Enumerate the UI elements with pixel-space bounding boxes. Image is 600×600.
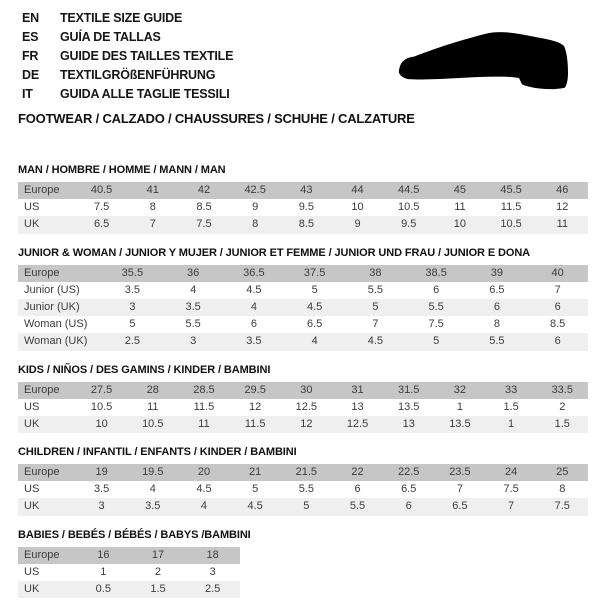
size-value: 36 xyxy=(187,266,200,279)
row-label: Europe xyxy=(24,548,60,561)
language-title-list xyxy=(22,9,233,104)
size-value: 42 xyxy=(197,184,211,196)
size-value: 4.5 xyxy=(196,483,212,496)
size-value: 33 xyxy=(504,383,518,396)
size-value: 19 xyxy=(95,466,108,479)
size-value: 9 xyxy=(354,218,361,231)
size-value: 10.5 xyxy=(142,417,164,430)
size-value: 11 xyxy=(147,400,159,413)
size-table xyxy=(18,547,588,599)
table-row xyxy=(18,382,588,399)
size-value: 4 xyxy=(190,283,197,296)
size-value: 1 xyxy=(100,565,107,578)
size-value: 5.5 xyxy=(185,318,201,331)
size-value: 4.5 xyxy=(306,300,323,313)
size-value: 31.5 xyxy=(398,383,420,396)
size-value: 25 xyxy=(556,466,569,479)
size-value: 12 xyxy=(300,417,313,430)
size-value: 6.5 xyxy=(306,318,323,331)
size-value: 44 xyxy=(351,184,364,196)
size-value: 1.5 xyxy=(150,583,166,595)
row-label: Woman (UK) xyxy=(24,335,88,348)
table-row xyxy=(18,399,588,416)
size-section xyxy=(18,247,588,351)
table-row xyxy=(18,265,588,282)
size-value: 6 xyxy=(493,300,500,313)
shoe-icon xyxy=(396,30,576,94)
category-title: FOOTWEAR / CALZADO / CHAUSSURES / SCHUHE / CALZATURE xyxy=(18,111,415,126)
size-value: 8.5 xyxy=(298,218,314,231)
size-value: 11.5 xyxy=(193,400,215,413)
size-value: 27.5 xyxy=(90,383,113,396)
size-value: 13.5 xyxy=(398,400,420,413)
size-value: 4 xyxy=(311,335,318,348)
size-value: 5 xyxy=(303,500,310,513)
size-value: 17 xyxy=(151,548,165,561)
language-row xyxy=(22,85,233,104)
table-row xyxy=(18,216,588,233)
size-value: 37.5 xyxy=(303,266,326,279)
language-row xyxy=(22,28,233,47)
language-code: FR xyxy=(22,49,39,63)
size-value: 6 xyxy=(405,500,412,513)
row-label: Europe xyxy=(24,184,60,196)
size-value: 3 xyxy=(98,500,105,513)
size-value: 10 xyxy=(95,417,108,430)
table-row xyxy=(18,282,588,299)
row-label: Europe xyxy=(24,383,60,396)
language-code: ES xyxy=(22,30,39,44)
size-value: 12.5 xyxy=(295,400,318,413)
size-value: 5 xyxy=(252,483,259,496)
size-value: 43 xyxy=(300,184,313,196)
section-title: BABIES / BEBÉS / BÉBÉS / BABYS /BAMBINI xyxy=(18,528,251,541)
size-value: 6.5 xyxy=(93,218,110,231)
size-value: 38 xyxy=(369,266,382,279)
size-value: 41 xyxy=(146,184,159,196)
size-value: 5 xyxy=(433,335,440,348)
size-value: 12 xyxy=(249,400,262,413)
table-row xyxy=(18,199,588,216)
size-value: 7.5 xyxy=(196,218,212,231)
size-value: 2.5 xyxy=(204,583,221,595)
size-value: 5.5 xyxy=(349,500,366,513)
size-value: 12.5 xyxy=(346,417,369,430)
size-tables-container xyxy=(18,164,588,600)
size-value: 3.5 xyxy=(185,300,201,313)
table-row xyxy=(18,299,588,316)
size-value: 10.5 xyxy=(500,218,522,231)
size-value: 32 xyxy=(453,383,467,396)
size-value: 7.5 xyxy=(93,201,110,214)
size-value: 9.5 xyxy=(401,218,417,231)
size-value: 4.5 xyxy=(246,283,262,296)
size-section xyxy=(18,446,588,516)
row-label: Junior (US) xyxy=(24,283,80,296)
size-value: 22.5 xyxy=(398,466,420,479)
table-row xyxy=(18,464,588,481)
size-value: 45.5 xyxy=(500,184,522,196)
size-value: 2 xyxy=(559,400,566,413)
size-value: 7.5 xyxy=(554,500,570,513)
size-value: 29.5 xyxy=(244,383,266,396)
size-value: 1.5 xyxy=(554,417,570,430)
size-value: 6 xyxy=(354,483,361,496)
size-value: 8.5 xyxy=(549,318,566,331)
size-value: 7.5 xyxy=(428,318,444,331)
size-value: 4.5 xyxy=(367,335,384,348)
size-section xyxy=(18,529,588,599)
size-value: 10.5 xyxy=(90,400,113,413)
size-value: 22 xyxy=(351,466,364,479)
size-value: 1 xyxy=(508,417,515,430)
size-value: 40 xyxy=(551,266,564,279)
size-value: 35.5 xyxy=(121,266,144,279)
size-value: 44.5 xyxy=(398,184,420,196)
size-value: 30 xyxy=(300,383,313,396)
row-label: UK xyxy=(24,218,40,231)
size-value: 3.5 xyxy=(93,483,110,496)
size-value: 11 xyxy=(198,417,210,430)
size-value: 8 xyxy=(559,483,566,496)
size-value: 10.5 xyxy=(398,201,420,214)
table-row xyxy=(18,581,240,598)
size-value: 19.5 xyxy=(142,466,164,479)
size-value: 3 xyxy=(190,335,197,348)
row-label: US xyxy=(24,565,40,578)
size-value: 7.5 xyxy=(503,483,519,496)
size-table xyxy=(18,464,588,516)
size-value: 36.5 xyxy=(243,266,265,279)
language-row xyxy=(22,9,233,28)
size-value: 9.5 xyxy=(298,201,314,214)
size-value: 7 xyxy=(554,283,561,296)
size-value: 1.5 xyxy=(503,400,519,413)
size-value: 10 xyxy=(351,201,364,214)
section-title: CHILDREN / INFANTIL / ENFANTS / KINDER / BAMBINI xyxy=(18,446,297,459)
size-value: 13 xyxy=(402,417,415,430)
table-row xyxy=(18,564,240,581)
size-value: 13.5 xyxy=(449,417,471,430)
size-value: 31 xyxy=(351,383,364,396)
size-value: 6 xyxy=(250,318,257,331)
row-label: UK xyxy=(24,417,40,430)
size-value: 5.5 xyxy=(367,283,384,296)
size-value: 18 xyxy=(206,548,219,561)
size-value: 5.5 xyxy=(489,335,505,348)
size-value: 2.5 xyxy=(124,335,141,348)
size-value: 8 xyxy=(493,318,500,331)
table-row xyxy=(18,547,240,564)
language-label: GUIDA ALLE TAGLIE TESSILI xyxy=(60,87,230,101)
size-value: 9 xyxy=(252,201,259,214)
section-title: MAN / HOMBRE / HOMME / MANN / MAN xyxy=(18,164,226,176)
table-row xyxy=(18,416,588,433)
section-title: JUNIOR & WOMAN / JUNIOR Y MUJER / JUNIOR ET FEMME / JUNIOR UND FRAU / JUNIOR E DONA xyxy=(18,246,531,259)
size-table xyxy=(18,382,588,434)
size-value: 5 xyxy=(372,300,379,313)
size-value: 12 xyxy=(556,201,569,214)
size-value: 0.5 xyxy=(95,583,111,595)
row-label: UK xyxy=(24,583,40,595)
size-value: 3.5 xyxy=(145,500,161,513)
table-row xyxy=(18,182,588,199)
size-value: 16 xyxy=(97,548,110,561)
size-value: 6.5 xyxy=(452,500,468,513)
size-value: 3.5 xyxy=(124,283,141,296)
size-value: 3 xyxy=(209,565,216,578)
size-table xyxy=(18,182,588,234)
size-value: 28 xyxy=(146,383,159,396)
size-value: 7 xyxy=(456,483,463,496)
size-value: 10 xyxy=(453,218,467,231)
language-row xyxy=(22,47,233,66)
size-value: 13 xyxy=(351,400,364,413)
language-code: DE xyxy=(22,68,39,82)
size-value: 11.5 xyxy=(244,417,266,430)
size-value: 7 xyxy=(372,318,379,331)
size-section xyxy=(18,364,588,434)
size-value: 21 xyxy=(249,466,262,479)
table-row xyxy=(18,498,588,515)
language-label: GUIDE DES TAILLES TEXTILE xyxy=(60,49,234,63)
size-value: 6.5 xyxy=(489,283,505,296)
size-value: 40.5 xyxy=(90,184,113,196)
language-code: EN xyxy=(22,11,39,25)
size-value: 23.5 xyxy=(449,466,471,479)
size-value: 6 xyxy=(433,283,440,296)
size-value: 45 xyxy=(453,184,467,196)
size-value: 4 xyxy=(200,500,208,513)
language-code: IT xyxy=(22,87,33,101)
table-row xyxy=(18,481,588,498)
row-label: Europe xyxy=(24,266,60,279)
size-value: 4.5 xyxy=(247,500,263,513)
row-label: US xyxy=(24,483,40,496)
size-value: 4 xyxy=(250,300,257,313)
size-value: 33.5 xyxy=(551,383,573,396)
language-label: TEXTILE SIZE GUIDE xyxy=(60,11,183,25)
size-value: 11 xyxy=(556,218,568,231)
row-label: Woman (US) xyxy=(24,318,88,331)
size-value: 6 xyxy=(554,300,561,313)
size-value: 5.5 xyxy=(428,300,444,313)
size-value: 5.5 xyxy=(298,483,314,496)
size-value: 8 xyxy=(149,201,156,214)
size-value: 6 xyxy=(554,335,561,348)
row-label: Junior (UK) xyxy=(24,300,80,313)
size-value: 4 xyxy=(149,483,156,496)
size-value: 38.5 xyxy=(425,266,447,279)
size-value: 8.5 xyxy=(196,201,212,214)
row-label: UK xyxy=(24,500,40,513)
size-value: 5 xyxy=(129,318,136,331)
size-value: 42.5 xyxy=(244,184,266,196)
size-value: 46 xyxy=(556,184,569,196)
size-value: 11 xyxy=(454,201,466,214)
size-value: 7 xyxy=(508,500,515,513)
size-value: 2 xyxy=(154,565,162,578)
row-label: US xyxy=(24,400,40,413)
size-value: 20 xyxy=(197,466,211,479)
section-title: KIDS / NIÑOS / DES GAMINS / KINDER / BAMBINI xyxy=(18,363,271,376)
row-label: Europe xyxy=(24,466,60,479)
size-value: 7 xyxy=(149,218,156,231)
table-row xyxy=(18,333,588,350)
size-value: 28.5 xyxy=(193,383,215,396)
size-value: 1 xyxy=(456,400,463,413)
size-value: 5 xyxy=(311,283,318,296)
size-value: 6.5 xyxy=(401,483,417,496)
size-value: 24 xyxy=(504,466,518,479)
language-label: TEXTILGRÖßENFÜHRUNG xyxy=(60,68,216,82)
table-row xyxy=(18,316,588,333)
size-value: 39 xyxy=(490,266,503,279)
size-value: 3 xyxy=(129,300,136,313)
row-label: US xyxy=(24,201,40,214)
size-value: 8 xyxy=(252,218,259,231)
size-value: 21.5 xyxy=(295,466,318,479)
size-table xyxy=(18,265,588,351)
size-value: 3.5 xyxy=(246,335,262,348)
size-section xyxy=(18,164,588,234)
language-label: GUÍA DE TALLAS xyxy=(60,30,161,44)
language-row xyxy=(22,66,233,85)
size-value: 11.5 xyxy=(500,201,522,214)
